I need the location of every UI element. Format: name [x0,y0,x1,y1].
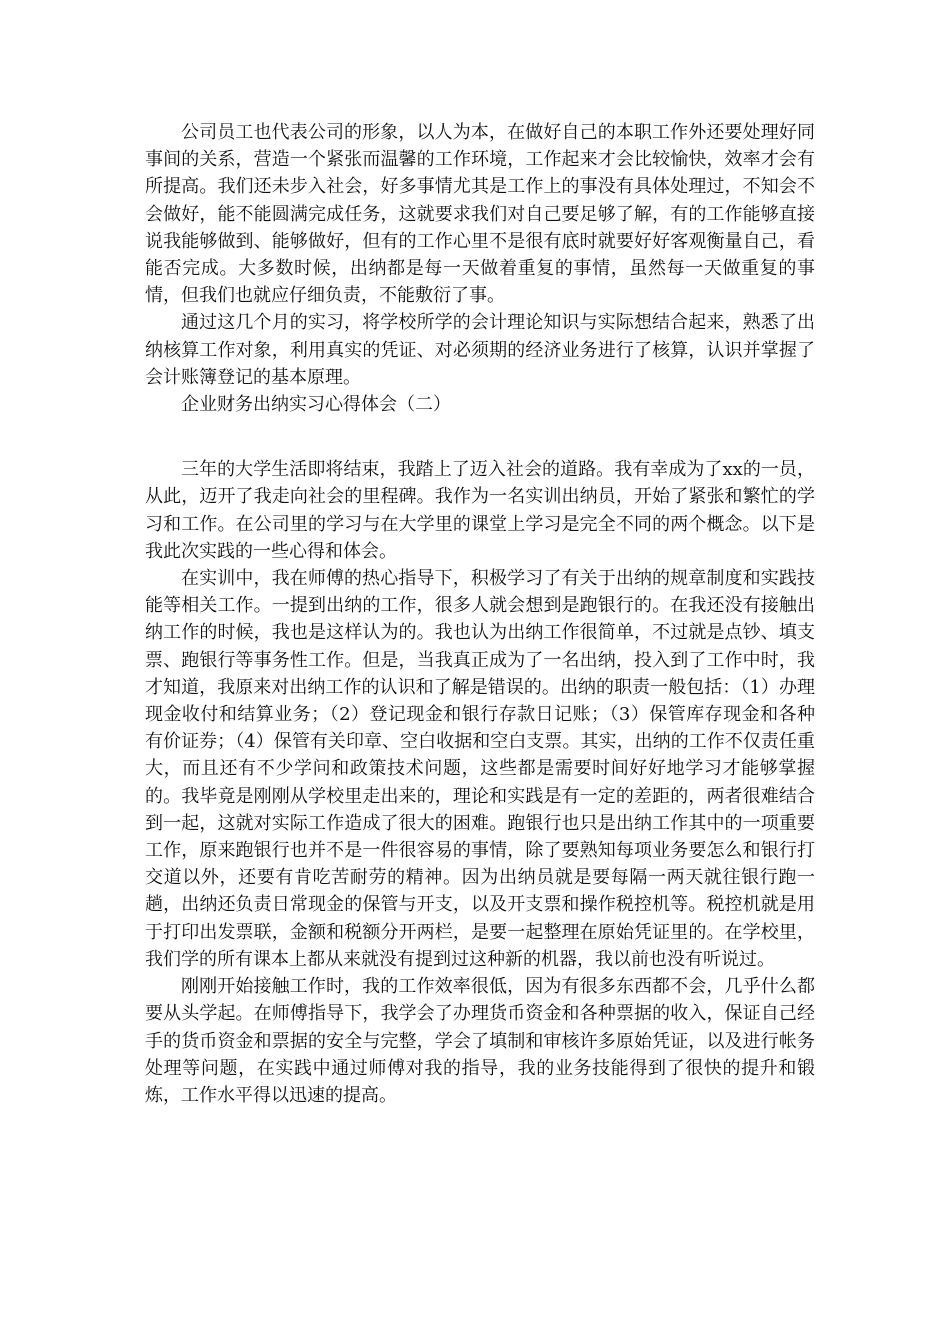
paragraph-internship-summary: 通过这几个月的实习，将学校所学的会计理论知识与实际想结合起来，熟悉了出纳核算工作对象，利用真实的凭证、对必须期的经济业务进行了核算，认识并掌握了会计账簿登记的基本原理。 [145,312,815,388]
paragraph-cashier-duties: 在实训中，我在师傅的热心指导下，积极学习了有关于出纳的规章制度和实践技能等相关工作。一提到出纳的工作，很多人就会想到是跑银行的。在我还没有接触出纳工作的时候，我也是这样认为的。我也认为出纳工作很简单，不过就是点钞、填支票、跑银行等事务性工作。但是，当我真正成为了一名出纳，投入到了工作中时，我才知道，我原来对出纳工作的认识和了解是错误的。出纳的职责一般包括：（1）办理现金收付和结算业务；（2）登记现金和银行存款日记账；（3）保管库存现金和各种有价证券；（4）保管有关印章、空白收据和空白支票。其实，出纳的工作不仅责任重大，而且还有不少学问和政策技术问题，这些都是需要时间好好地学习才能够掌握的。我毕竟是刚刚从学校里走出来的，理论和实践是有一定的差距的，两者很难结合到一起，这就对实际工作造成了很大的困难。跑银行也只是出纳工作其中的一项重要工作，原来跑银行也并不是一件很容易的事情，除了要熟知每项业务要怎么和银行打交道以外，还要有肯吃苦耐劳的精神。因为出纳员就是要每隔一两天就往银行跑一趟，出纳还负责日常现金的保管与开支，以及开支票和操作税控机等。税控机就是用于打印出发票联，金额和税额分开两栏，是要一起整理在原始凭证里的。在学校里，我们学的所有课本上都从来就没有提到过这种新的机器，我以前也没有听说过。 [145,568,815,970]
blank-line [145,418,815,456]
section-title: 企业财务出纳实习心得体会（二） [181,394,451,416]
paragraph-intro: 三年的大学生活即将结束，我踏上了迈入社会的道路。我有幸成为了xx的一员，从此，迈开了我走向社会的里程碑。我作为一名实训出纳员，开始了紧张和繁忙的学习和工作。在公司里的学习与在大学里的课堂上学习是完全不同的两个概念。以下是我此次实践的一些心得和体会。 [145,459,815,562]
paragraph-staff-image: 公司员工也代表公司的形象，以人为本，在做好自己的本职工作外还要处理好同事间的关系，营造一个紧张而温馨的工作环境，工作起来才会比较愉快，效率才会有所提高。我们还未步入社会，好多事情尤其是工作上的事没有具体处理过，不知会不会做好，能不能圆满完成任务，这就要求我们对自己要足够了解，有的工作能够直接说我能够做到、能够做好，但有的工作心里不是很有底时就要好好客观衡量自己，看能否完成。大多数时候，出纳都是每一天做着重复的事情，虽然每一天做重复的事情，但我们也就应仔细负责，不能敷衍了事。 [145,122,815,307]
document-body [145,119,815,1109]
paragraph-learning-progress: 刚刚开始接触工作时，我的工作效率很低，因为有很多东西都不会，几乎什么都要从头学起。在师傅指导下，我学会了办理货币资金和各种票据的收入，保证自己经手的货币资金和票据的安全与完整，学会了填制和审核许多原始凭证，以及进行帐务处理等问题，在实践中通过师傅对我的指导，我的业务技能得到了很快的提升和锻炼，工作水平得以迅速的提高。 [145,976,815,1106]
